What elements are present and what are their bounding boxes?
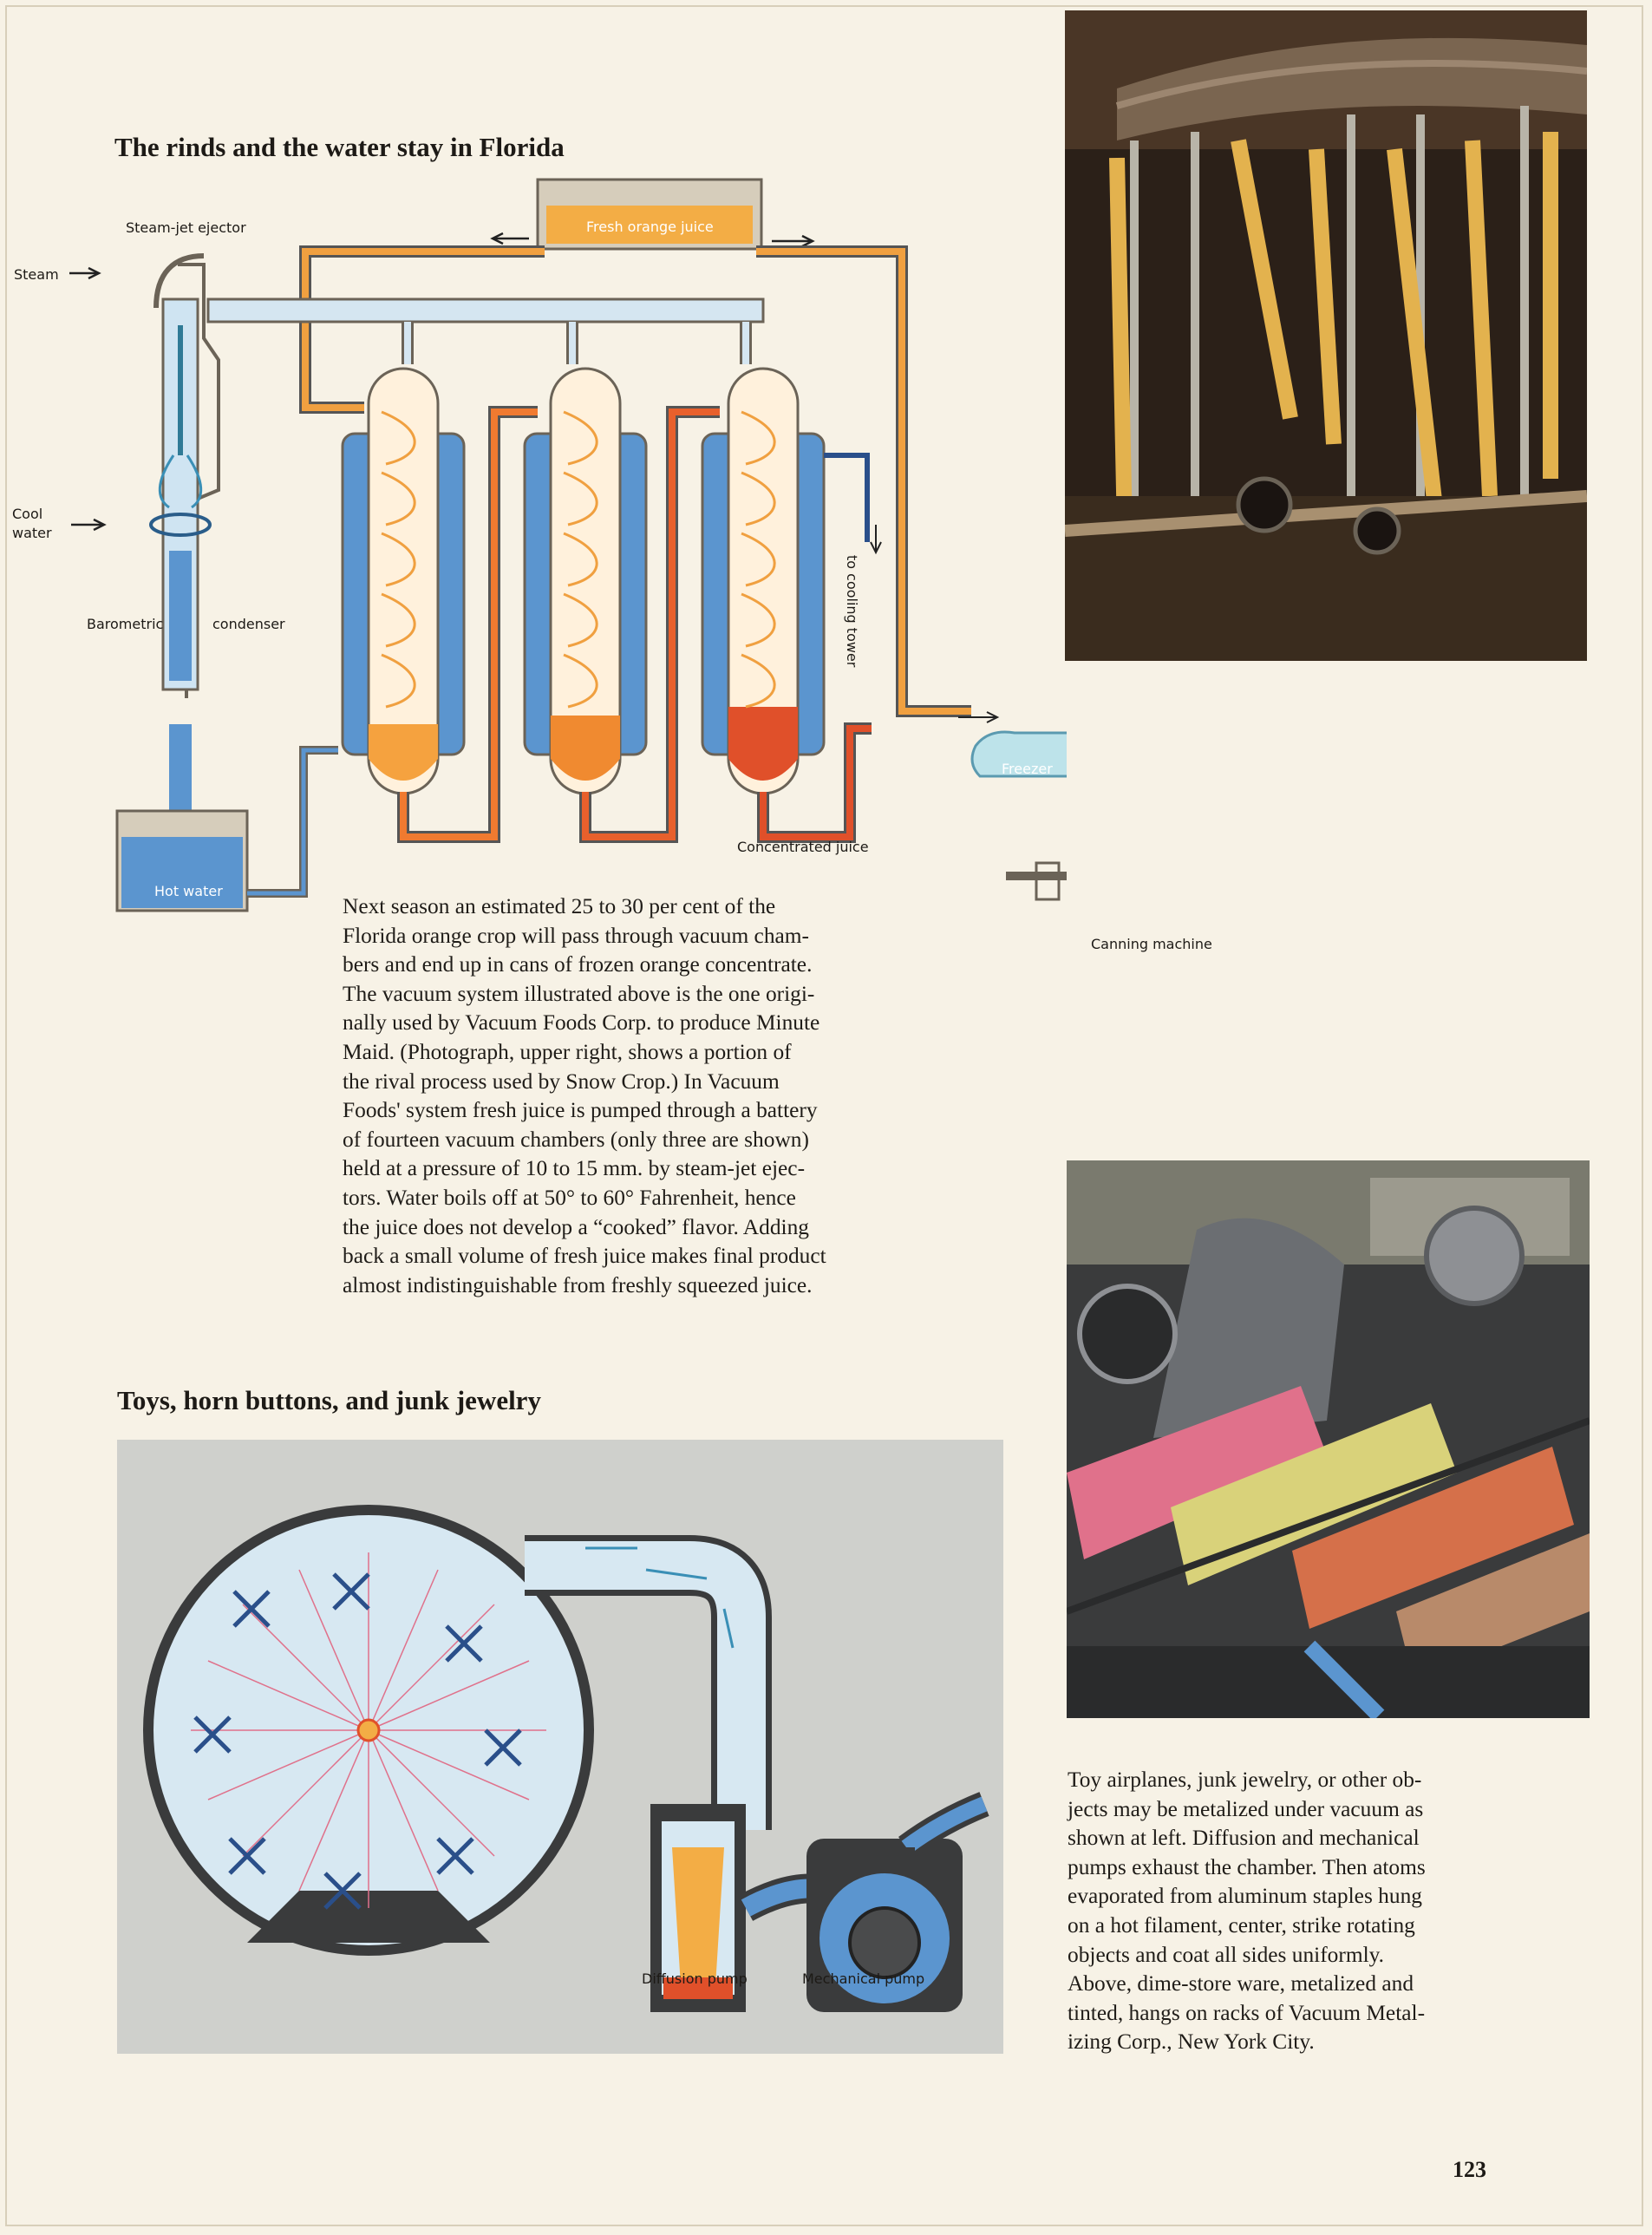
paragraph-line: tors. Water boils off at 50° to 60° Fahrenheit, hence (343, 1185, 796, 1210)
label-freezer: Freezer (1002, 761, 1053, 777)
label-concentrated-juice: Concentrated juice (737, 839, 869, 855)
section-heading-florida: The rinds and the water stay in Florida (114, 132, 565, 162)
vacuum-chamber-3 (702, 369, 824, 794)
paragraph-line: the rival process used by Snow Crop.) In Vacuum (343, 1068, 780, 1094)
section1-paragraph (343, 892, 917, 1300)
cooling-tower-pipe (824, 455, 867, 542)
label-hot-water: Hot water (154, 883, 223, 899)
paragraph-line: back a small volume of fresh juice makes final product (343, 1244, 826, 1269)
paragraph-line: almost indistinguishable from freshly squeezed juice. (343, 1272, 813, 1297)
paragraph-line: evaporated from aluminum staples hung (1068, 1884, 1422, 1909)
label-canning-machine: Canning machine (1091, 936, 1212, 952)
paragraph-line: The vacuum system illustrated above is the one origi- (343, 981, 815, 1006)
paragraph-line: pumps exhaust the chamber. Then atoms (1068, 1854, 1426, 1879)
paragraph-line: nally used by Vacuum Foods Corp. to produce Minute (343, 1010, 820, 1036)
paragraph-line: objects and coat all sides uniformly. (1068, 1942, 1385, 1967)
orange-juice-evaporator-diagram (0, 169, 1067, 993)
paragraph-line: jects may be metalized under vacuum as (1068, 1796, 1424, 1821)
paragraph-line: Maid. (Photograph, upper right, shows a portion of (343, 1039, 792, 1064)
label-water: water (12, 525, 52, 541)
label-steam-jet-ejector: Steam-jet ejector (126, 219, 246, 236)
cans-empty (1036, 863, 1067, 899)
label-mechanical-pump: Mechanical pump (802, 1970, 925, 1987)
photo-snow-crop-evaporator (1065, 10, 1587, 661)
paragraph-line: on a hot filament, center, strike rotating (1068, 1912, 1415, 1938)
cooling-water-pipe (247, 750, 338, 893)
paragraph-line: Above, dime-store ware, metalized and (1068, 1971, 1414, 1996)
paragraph-line: izing Corp., New York City. (1068, 2029, 1315, 2055)
vapor-manifold (208, 299, 763, 322)
page-number: 123 (1453, 2157, 1486, 2182)
paragraph-line: Florida orange crop will pass through vacuum cham- (343, 923, 810, 948)
paragraph-line: Toy airplanes, junk jewelry, or other ob- (1068, 1768, 1422, 1792)
label-steam: Steam (14, 266, 59, 283)
photo-metalized-ware-racks (1067, 1160, 1590, 1718)
paragraph-line: shown at left. Diffusion and mechanical (1068, 1826, 1420, 1851)
vacuum-chamber-2 (525, 369, 646, 794)
paragraph-line: of fourteen vacuum chambers (only three are shown) (343, 1127, 809, 1152)
label-diffusion-pump: Diffusion pump (642, 1970, 748, 1987)
label-to-cooling-tower: to cooling tower (844, 555, 860, 668)
label-condenser: condenser (212, 616, 285, 632)
paragraph-line: the juice does not develop a “cooked” flavor. Adding (343, 1214, 809, 1239)
section-heading-toys: Toys, horn buttons, and junk jewelry (117, 1385, 541, 1415)
paragraph-line: tinted, hangs on racks of Vacuum Metal- (1068, 2000, 1426, 2025)
label-fresh-orange-juice: Fresh orange juice (586, 219, 714, 235)
paragraph-line: held at a pressure of 10 to 15 mm. by steam-jet ejec- (343, 1156, 806, 1181)
paragraph-line: Next season an estimated 25 to 30 per cent of the (343, 894, 776, 918)
hot-filament (358, 1720, 379, 1741)
vacuum-chamber-1 (343, 369, 464, 794)
section2-paragraph (1068, 1766, 1499, 2057)
label-barometric: Barometric (87, 616, 164, 632)
label-cool: Cool (12, 506, 43, 522)
metalizing-chamber-diagram (117, 1440, 1003, 2054)
paragraph-line: Foods' system fresh juice is pumped through a battery (343, 1098, 818, 1123)
paragraph-line: bers and end up in cans of frozen orange concentrate. (343, 952, 813, 977)
